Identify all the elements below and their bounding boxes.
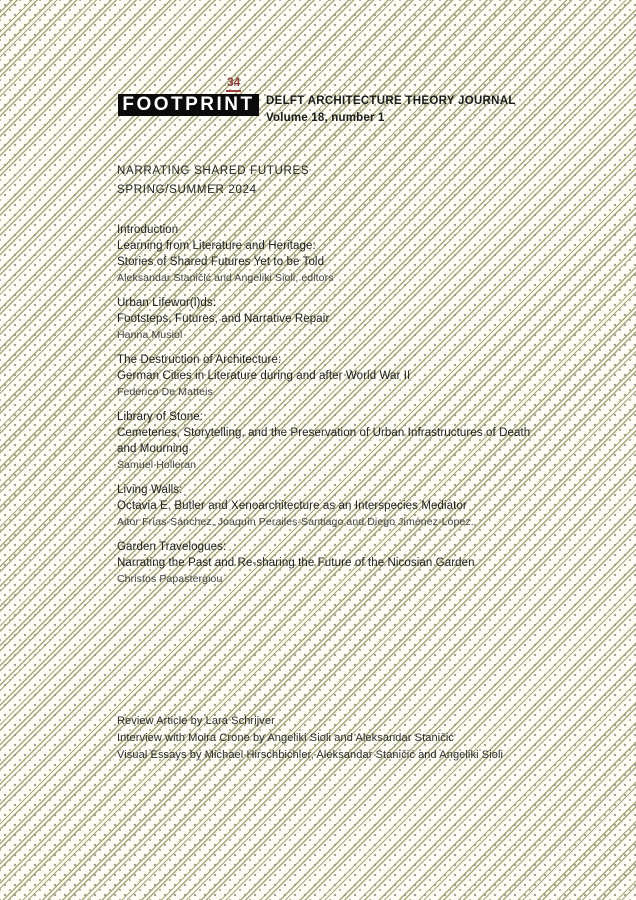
footer-note-review: Review Article by Lara Schrijver [117,715,275,727]
article-title-line: The Destruction of Architecture: [117,354,282,366]
issue-season: SPRING/SUMMER 2024 [117,184,257,196]
article-authors: Aleksandar Staničić and Angeliki Sioli, editors [117,272,334,284]
article-authors: Samuel Holleran [117,459,197,471]
table-of-contents [117,222,587,587]
footer-note-visual-essays: Visual Essays by Michael Hirschbichler, Aleksandar Staničić and Angeliki Sioli [117,749,504,761]
article-authors: Aitor Frías-Sánchez, Joaquín Perailes-Santiago and Diego Jiménez-López. [117,516,474,528]
article-title-line: Living Walls: [117,484,183,496]
article-title-line: Footsteps, Futures, and Narrative Repair [117,313,330,325]
article-authors: Hanna Musiol [117,329,183,341]
article-title-line: and Mourning [117,443,189,455]
article-title-line: Learning from Literature and Heritage: [117,240,316,252]
footer-note-interview: Interview with Moira Crone by Angeliki Sioli and Aleksandar Staničić [117,732,454,744]
volume-line: Volume 18, number 1 [266,112,385,124]
toc-entry-garden-travelogues [117,539,587,587]
issue-theme-title: NARRATING SHARED FUTURES [117,165,310,177]
article-title-line: German Cities in Literature during and after World War II [117,370,411,382]
article-title-line: Narrating the Past and Re-sharing the Future of the Nicosian Garden [117,557,475,569]
footer-notes [117,713,597,764]
toc-entry-urban-lifeworlds [117,295,587,343]
toc-entry-destruction-of-architecture [117,352,587,400]
article-title-line: Stories of Shared Futures Yet to be Told [117,256,325,268]
article-title-line: Cemeteries, Storytelling, and the Preservation of Urban Infrastructures of Death [117,427,531,439]
article-title-line: Octavia E. Butler and Xenoarchitecture as an Interspecies Mediator [117,500,467,512]
issue-theme [117,162,309,200]
journal-name: DELFT ARCHITECTURE THEORY JOURNAL [266,95,516,107]
journal-meta [266,93,516,127]
footprint-logo: FOOTPRINT [118,94,259,116]
article-title-line: Library of Stone: [117,411,204,423]
toc-entry-living-walls [117,482,587,530]
article-authors: Christos Papastergiou [117,573,223,585]
article-title-line: Garden Travelogues: [117,541,227,553]
toc-entry-introduction [117,222,587,286]
article-title-line: Urban Lifewor(l)ds: [117,297,217,309]
article-authors: Federico De Matteis [117,386,213,398]
article-title-line: Introduction [117,224,179,236]
toc-entry-library-of-stone [117,409,587,473]
issue-number: 34 [226,75,241,92]
